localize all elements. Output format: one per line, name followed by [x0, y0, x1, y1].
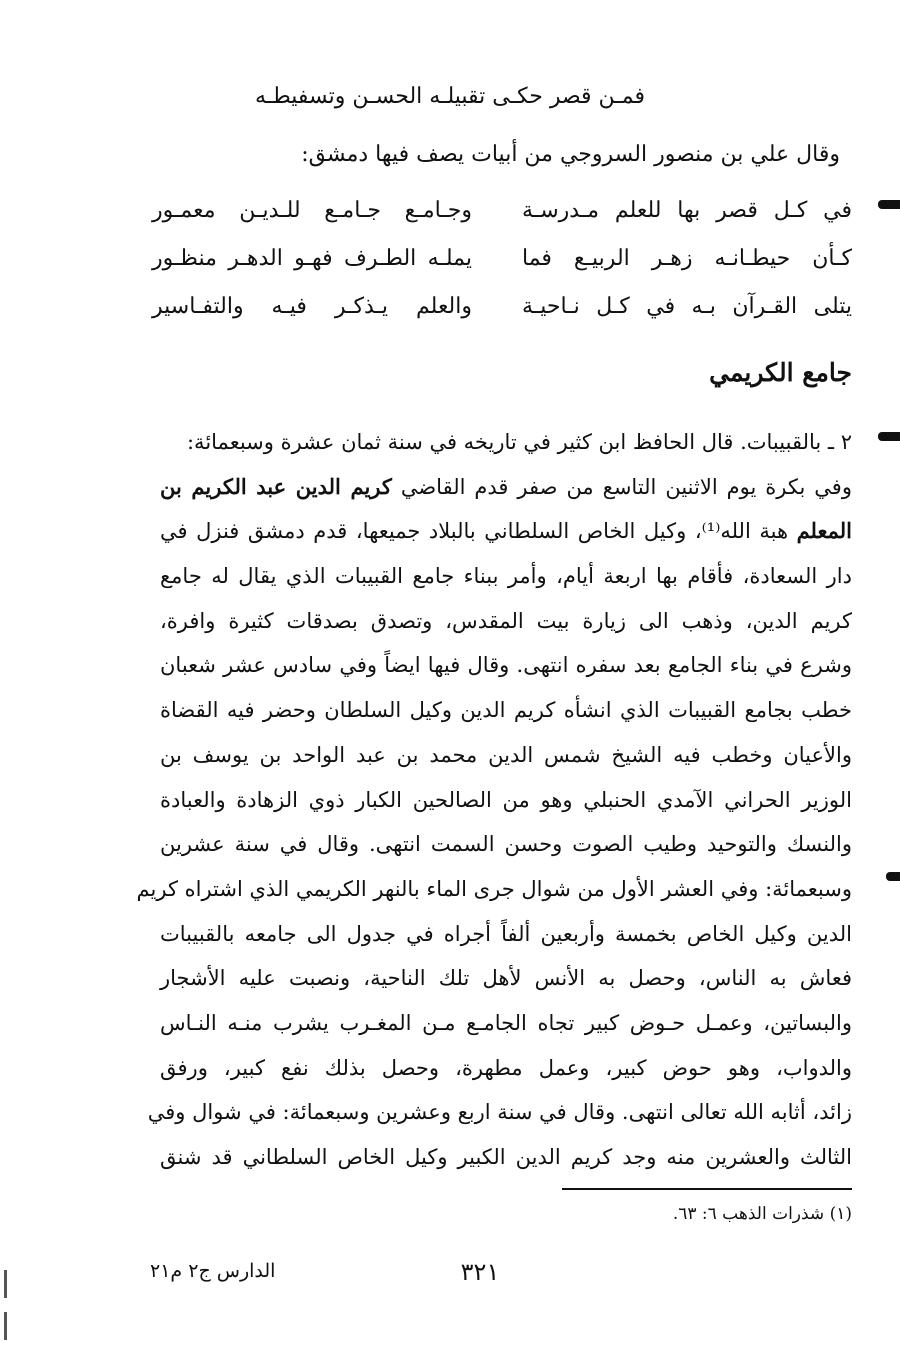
- body-line: فعاش به الناس، وحصل به الأنس لأهل تلك الناحية، ونصبت عليه الأشجار: [160, 966, 852, 991]
- poem-hemistich-left: وجـامـع جـامـع للـديـن معمـور: [152, 198, 472, 223]
- page-number: ٣٢١: [460, 1258, 500, 1286]
- body-line-text: وفي بكرة يوم الاثنين التاسع من صفر قدم القاضي: [391, 474, 852, 499]
- body-line: والأعيان وخطب فيه الشيخ شمس الدين محمد بن عبد الواحد بن يوسف بن: [160, 742, 852, 767]
- body-line: الوزير الحراني الآمدي الحنبلي وهو من الصالحين الكبار ذوي الزهادة والعبادة: [160, 787, 852, 812]
- left-edge-mark: [4, 1270, 7, 1298]
- body-line-text: هبة الله⁽¹⁾، وكيل الخاص السلطاني بالبلاد جميعها، قدم دمشق فنزل في: [160, 519, 797, 544]
- poem-hemistich-left: يملـه الطـرف فهـو الدهـر منظـور: [152, 246, 472, 271]
- body-line: وشرع في بناء الجامع بعد سفره انتهى. وقال فيها ايضاً وفي سادس عشر شعبان: [160, 653, 852, 678]
- footnote: (١) شذرات الذهب ٦: ٦٣.: [672, 1204, 852, 1224]
- body-line: [160, 465, 852, 510]
- person-name-bold: المعلم: [796, 518, 853, 544]
- poem-hemistich-right: يتلى القـرآن بـه في كـل نـاحيـة: [522, 294, 852, 319]
- margin-scan-mark: [878, 432, 900, 441]
- poem-hemistich-right: كـأن حيطـانـه زهـر الربيـع فما: [522, 246, 852, 271]
- verse-top: فمـن قصر حكـى تقبيلـه الحسـن وتسفيطـه: [255, 84, 645, 109]
- body-line: والنسك والتوحيد وطيب الصوت وحسن السمت انتهى. وقال في سنة عشرين: [160, 832, 852, 857]
- body-text: [136, 420, 853, 1180]
- body-line: دار السعادة، فأقام بها اربعة أيام، وأمر ببناء جامع القبيبات الذي يقال له جامع: [160, 564, 852, 589]
- left-edge-mark: [4, 1312, 7, 1340]
- body-line: كريم الدين، وذهب الى زيارة بيت المقدس، وتصدق بصدقات كثيرة وافرة،: [160, 608, 852, 633]
- poem-row: [152, 198, 852, 246]
- body-line: ٢ ـ بالقبيبات. قال الحافظ ابن كثير في تاريخه في سنة ثمان عشرة وسبعمائة:: [186, 430, 852, 454]
- body-line: وسبعمائة: وفي العشر الأول من شوال جرى الماء بالنهر الكريمي الذي اشتراه كريم: [136, 876, 852, 901]
- body-line: الثالث والعشرين منه وجد كريم الدين الكبير وكيل الخاص السلطاني قد شنق: [160, 1145, 852, 1169]
- body-line: الدين وكيل الخاص بخمسة وأربعين ألفاً أجراه في جدول الى جامعه بالقبيبات: [160, 921, 852, 946]
- poem-hemistich-left: والعلم يـذكـر فيـه والتفـاسير: [152, 294, 472, 319]
- poem-row: [152, 246, 852, 294]
- footnote-divider: [562, 1188, 852, 1190]
- body-line: [160, 509, 852, 554]
- intro-line: وقال علي بن منصور السروجي من أبيات يصف فيها دمشق:: [301, 142, 840, 167]
- person-name-bold: كريم الدين عبد الكريم بن: [160, 473, 392, 499]
- section-heading: جامع الكريمي: [709, 358, 852, 387]
- margin-scan-mark: [886, 872, 900, 881]
- poem-row: [152, 294, 852, 342]
- body-line: زائد، أثابه الله تعالى انتهى. وقال في سنة اربع وعشرين وسبعمائة: في شوال وفي: [147, 1100, 852, 1125]
- margin-scan-mark: [878, 200, 900, 209]
- signature-mark: الدارس ج٢ م٢١: [150, 1260, 276, 1282]
- poem: [152, 198, 852, 342]
- poem-hemistich-right: في كـل قصر بها للعلم مـدرسـة: [522, 198, 852, 223]
- body-line: خطب بجامع القبيبات الذي انشأه كريم الدين وكيل السلطان وحضر فيه القضاة: [160, 698, 852, 723]
- body-line: والدواب، وهو حوض كبير، وعمل مطهرة، وحصل بذلك نفع كبير، ورفق: [160, 1055, 852, 1080]
- body-line: والبساتين، وعمـل حـوض كبير تجاه الجامـع مـن المغـرب يشرب منـه النـاس: [160, 1010, 852, 1035]
